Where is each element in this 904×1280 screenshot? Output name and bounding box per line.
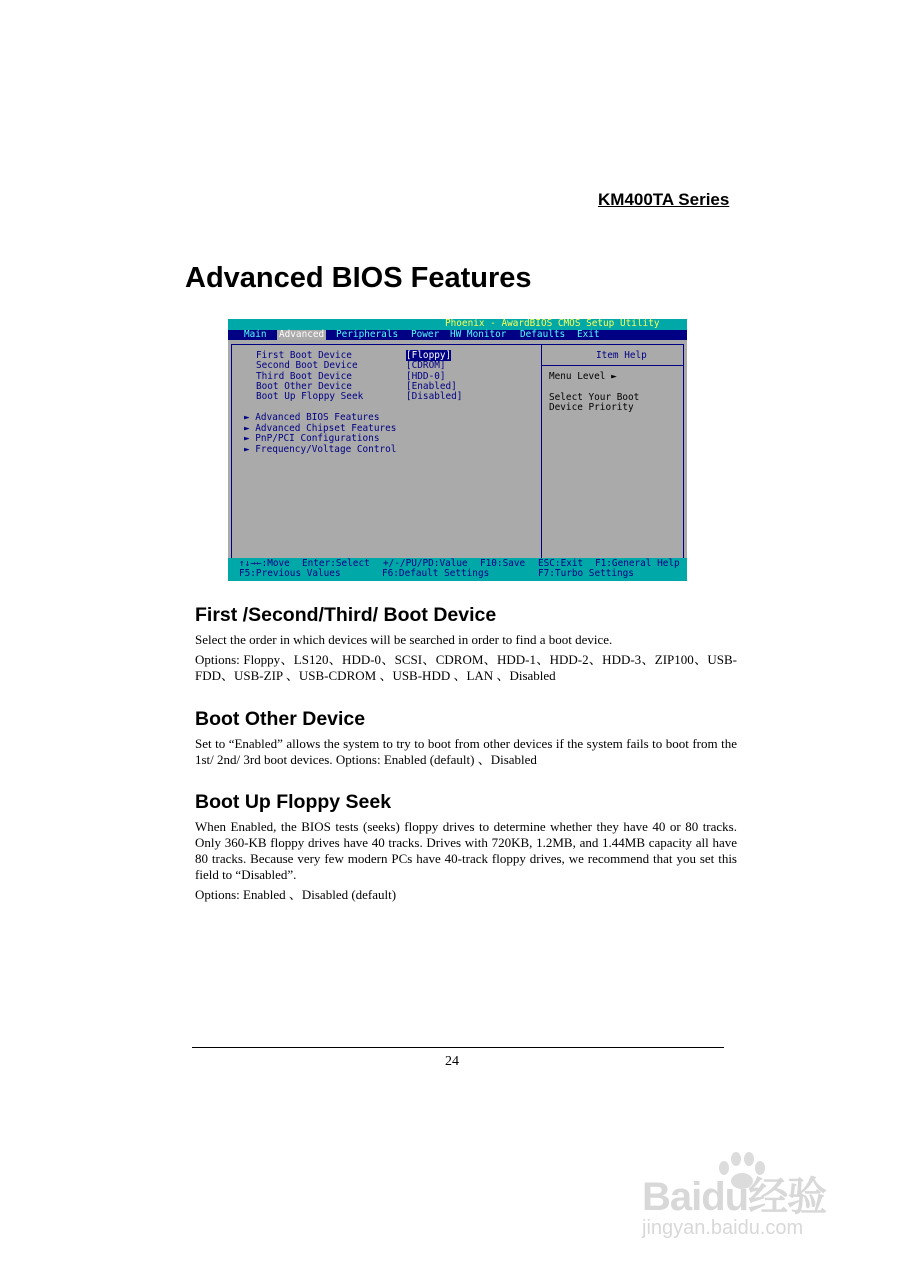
bios-submenu-advanced-chipset: ► Advanced Chipset Features bbox=[244, 423, 397, 434]
bios-value-second-boot: [CDROM] bbox=[406, 360, 446, 371]
boot-device-options: Options: Floppy、LS120、HDD-0、SCSI、CDROM、HDD-1、HDD-2、HDD-3、ZIP100、USB-FDD、USB-ZIP 、USB-CDROM 、USB-HDD 、LAN 、Disabled bbox=[195, 652, 737, 683]
bios-menu-bar bbox=[228, 330, 687, 340]
bios-key-value: +/-/PU/PD:Value bbox=[383, 558, 468, 569]
footer-rule bbox=[192, 1047, 724, 1048]
bios-option-floppy-seek: Boot Up Floppy Seek bbox=[256, 391, 364, 402]
boot-other-description: Set to “Enabled” allows the system to try to boot from other devices if the system fails to boot from the 1st/ 2nd/ 3rd boot devices. Options: Enabled (default) 、Disabled bbox=[195, 736, 737, 767]
bios-key-save: F10:Save bbox=[480, 558, 526, 569]
bios-option-second-boot: Second Boot Device bbox=[256, 360, 358, 371]
bios-menu-peripherals: Peripherals bbox=[336, 329, 399, 340]
bios-utility-title: Phoenix - AwardBIOS CMOS Setup Utility bbox=[445, 319, 660, 329]
watermark-logo: Baidu经验 bbox=[642, 1175, 827, 1219]
bios-menu-exit: Exit bbox=[577, 329, 600, 340]
bios-menu-main: Main bbox=[244, 329, 267, 340]
bios-help-line-2: Device Priority bbox=[549, 402, 634, 413]
watermark-url: jingyan.baidu.com bbox=[642, 1217, 804, 1239]
bios-submenu-pnp-pci: ► PnP/PCI Configurations bbox=[244, 433, 380, 444]
bios-screenshot bbox=[228, 319, 687, 581]
bios-menu-power: Power bbox=[411, 329, 440, 340]
bios-value-floppy-seek: [Disabled] bbox=[406, 391, 463, 402]
bios-key-prev: F5:Previous Values bbox=[239, 568, 341, 579]
bios-divider bbox=[541, 344, 542, 576]
bios-option-first-boot: First Boot Device bbox=[256, 350, 352, 361]
bios-value-third-boot: [HDD-0] bbox=[406, 371, 446, 382]
bios-help-line-1: Select Your Boot bbox=[549, 392, 640, 403]
bios-help-separator bbox=[542, 365, 684, 366]
floppy-seek-heading: Boot Up Floppy Seek bbox=[195, 791, 392, 813]
bios-option-boot-other: Boot Other Device bbox=[256, 381, 352, 392]
bios-key-exit: ESC:Exit bbox=[538, 558, 584, 569]
bios-menu-advanced: Advanced bbox=[279, 329, 325, 340]
boot-other-heading: Boot Other Device bbox=[195, 708, 366, 730]
boot-device-description: Select the order in which devices will be searched in order to find a boot device. bbox=[195, 632, 613, 647]
series-header: KM400TA Series bbox=[598, 190, 730, 209]
boot-device-heading: First /Second/Third/ Boot Device bbox=[195, 604, 497, 626]
bios-help-title: Item Help bbox=[596, 350, 647, 361]
page-number: 24 bbox=[445, 1054, 459, 1069]
bios-menu-hw-monitor: HW Monitor bbox=[450, 329, 507, 340]
bios-submenu-advanced-bios: ► Advanced BIOS Features bbox=[244, 412, 380, 423]
bios-key-defaults: F6:Default Settings bbox=[382, 568, 490, 579]
bios-key-enter: Enter:Select bbox=[302, 558, 370, 569]
bios-value-boot-other: [Enabled] bbox=[406, 381, 457, 392]
baidu-watermark bbox=[640, 1150, 870, 1250]
bios-help-menu-level: Menu Level ► bbox=[549, 371, 617, 382]
bios-key-legend bbox=[228, 558, 687, 581]
bios-value-first-boot-text: [Floppy] bbox=[406, 350, 452, 361]
bios-key-help: F1:General Help bbox=[595, 558, 680, 569]
bios-key-move: ↑↓→←:Move bbox=[239, 558, 290, 569]
floppy-seek-options: Options: Enabled 、Disabled (default) bbox=[195, 887, 397, 902]
bios-key-turbo: F7:Turbo Settings bbox=[538, 568, 634, 579]
page-title: Advanced BIOS Features bbox=[185, 262, 532, 294]
bios-submenu-freq-voltage: ► Frequency/Voltage Control bbox=[244, 444, 397, 455]
bios-option-third-boot: Third Boot Device bbox=[256, 371, 352, 382]
bios-menu-defaults: Defaults bbox=[520, 329, 566, 340]
floppy-seek-description: When Enabled, the BIOS tests (seeks) floppy drives to determine whether they have 40 or 80 tracks. Only 360-KB floppy drives have 40 tracks. Drives with 720KB, 1.2MB, and 1.44MB capacity all have 80 tracks. Because very few modern PCs have 40-track floppy drives, we recommend that you set this field to “Disabled”. bbox=[195, 819, 737, 882]
